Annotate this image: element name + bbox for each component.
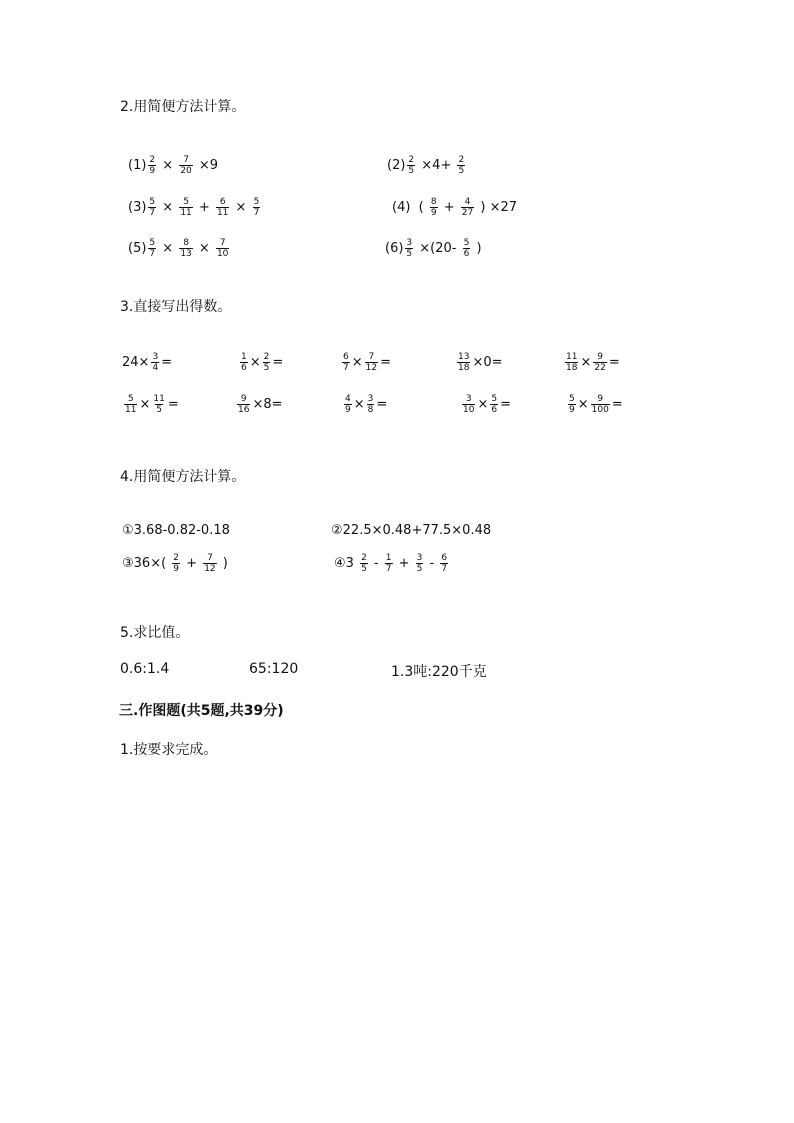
fraction: $\frac{4}{9}$ [345, 394, 351, 415]
part-3-heading: 三.作图题(共5题,共39分) [119, 703, 284, 719]
mental-math-6: $\frac{5}{11}$ × $\frac{11}{5}$ = [125, 394, 179, 415]
mental-math-3: $\frac{6}{7}$ × $\frac{7}{12}$ = [343, 352, 391, 373]
problem-4-3: ③36×( $\frac{2}{9}$ + $\frac{7}{12}$ ) [122, 553, 228, 574]
part-3-question-1: 1.按要求完成。 [120, 742, 218, 758]
fraction: $\frac{1}{7}$ [385, 553, 392, 574]
fraction: $\frac{2}{5}$ [458, 155, 465, 176]
fraction: $\frac{5}{7}$ [149, 197, 156, 218]
fraction: $\frac{3}{4}$ [152, 352, 159, 373]
fraction: $\frac{7}{12}$ [204, 553, 216, 574]
fraction: $\frac{5}{11}$ [125, 394, 137, 415]
fraction: $\frac{7}{20}$ [180, 155, 192, 176]
fraction: $\frac{2}{9}$ [173, 553, 180, 574]
fraction: $\frac{8}{9}$ [430, 197, 437, 218]
fraction: $\frac{6}{7}$ [343, 352, 349, 373]
fraction: $\frac{5}{7}$ [149, 238, 156, 259]
fraction: $\frac{3}{5}$ [406, 238, 413, 259]
mental-math-4: $\frac{13}{18}$ ×0= [458, 352, 503, 373]
problem-2-5: (5) $\frac{5}{7}$ × $\frac{8}{13}$ × $\frac{7}{10}$ [128, 238, 229, 259]
problem-2-1: (1) $\frac{2}{9}$ × $\frac{7}{20}$ ×9 [128, 155, 219, 176]
problem-2-2: (2) $\frac{2}{5}$ ×4+ $\frac{2}{5}$ [387, 155, 465, 176]
section-4-title: 4.用简便方法计算。 [120, 469, 246, 485]
mental-math-5: $\frac{11}{18}$ × $\frac{9}{22}$ = [566, 352, 620, 373]
fraction: $\frac{1}{6}$ [241, 352, 247, 373]
problem-2-3: (3) $\frac{5}{7}$ × $\frac{5}{11}$ + $\frac{6}{11}$ × $\frac{5}{7}$ [128, 197, 260, 218]
fraction: $\frac{2}{9}$ [149, 155, 156, 176]
fraction: $\frac{5}{6}$ [463, 238, 470, 259]
fraction: $\frac{2}{5}$ [361, 553, 367, 574]
fraction: $\frac{5}{11}$ [180, 197, 192, 218]
fraction: $\frac{3}{5}$ [416, 553, 423, 574]
section-5-title: 5.求比值。 [120, 625, 190, 641]
mental-math-9: $\frac{3}{10}$ × $\frac{5}{6}$ = [463, 394, 511, 415]
fraction: $\frac{9}{100}$ [591, 394, 609, 415]
mental-math-7: $\frac{9}{16}$ ×8= [238, 394, 283, 415]
fraction: $\frac{3}{8}$ [367, 394, 374, 415]
fraction: $\frac{13}{18}$ [458, 352, 470, 373]
fraction: $\frac{9}{22}$ [594, 352, 606, 373]
fraction: $\frac{7}{10}$ [216, 238, 229, 259]
fraction: $\frac{7}{12}$ [365, 352, 378, 373]
fraction: $\frac{2}{5}$ [263, 352, 270, 373]
problem-4-4: ④3 $\frac{2}{5}$ - $\frac{1}{7}$ + $\frac{3}{5}$ - $\frac{6}{7}$ [334, 553, 448, 574]
fraction: $\frac{8}{13}$ [180, 238, 192, 259]
problem-2-6: (6) $\frac{3}{5}$ ×(20- $\frac{5}{6}$ ) [385, 238, 482, 259]
section-2-title: 2.用简便方法计算。 [120, 99, 246, 115]
fraction: $\frac{6}{11}$ [216, 197, 229, 218]
fraction: $\frac{11}{5}$ [153, 394, 165, 415]
fraction: $\frac{11}{18}$ [566, 352, 578, 373]
fraction: $\frac{3}{10}$ [463, 394, 475, 415]
ratio-2: 65:120 [249, 661, 299, 677]
fraction: $\frac{5}{7}$ [253, 197, 260, 218]
mental-math-8: $\frac{4}{9}$ × $\frac{3}{8}$ = [345, 394, 388, 415]
fraction: $\frac{4}{27}$ [461, 197, 474, 218]
fraction: $\frac{2}{5}$ [408, 155, 415, 176]
ratio-1: 0.6:1.4 [120, 661, 170, 677]
mental-math-2: $\frac{1}{6}$ × $\frac{2}{5}$ = [241, 352, 284, 373]
fraction: $\frac{6}{7}$ [441, 553, 448, 574]
problem-2-4: (4) ( $\frac{8}{9}$ + $\frac{4}{27}$ ) ×27 [392, 197, 518, 218]
ratio-3: 1.3吨:220千克 [391, 664, 487, 680]
problem-4-2: ②22.5×0.48+77.5×0.48 [331, 523, 492, 538]
fraction: $\frac{5}{6}$ [491, 394, 498, 415]
fraction: $\frac{9}{16}$ [238, 394, 250, 415]
problem-4-1: ①3.68-0.82-0.18 [122, 523, 230, 538]
mental-math-10: $\frac{5}{9}$ × $\frac{9}{100}$ = [569, 394, 623, 415]
fraction: $\frac{5}{9}$ [569, 394, 575, 415]
mental-math-1: 24× $\frac{3}{4}$ = [122, 352, 173, 373]
section-3-title: 3.直接写出得数。 [120, 299, 232, 315]
